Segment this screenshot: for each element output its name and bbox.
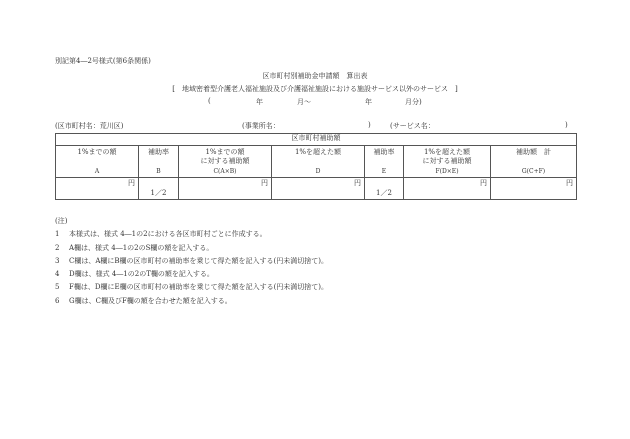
rate-value: 1／2 [150,189,167,197]
cell-f[interactable] [404,178,491,200]
note-item: 3 C欄は、A欄にB欄の区市町村の補助率を乗じて得た額を記入する(円未満切捨て)。 [55,256,329,265]
cell-c[interactable] [179,178,272,200]
period-year-end: 年 [365,98,372,106]
page-title: 区市町村別補助金申請額 算出表 [262,72,368,80]
yen-unit: 円 [480,179,487,187]
period-year-start: 年 [256,98,263,106]
form-code: 別記第4―2号様式(第6条関係) [55,57,151,65]
notes-section [55,215,328,308]
notes-heading: (注) [55,217,68,225]
table-group-header-row [56,134,577,146]
period-month-start: 月～ [297,98,311,106]
period-open-paren: ( [208,97,211,105]
rate-value: 1／2 [376,189,392,197]
yen-unit: 円 [354,179,361,187]
col-header-b: 補助率 B [139,146,179,178]
note-item: 2 A欄は、様式 4―1の2のS欄の額を記入する。 [55,243,214,252]
col-header-g: 補助額 計 G(C+F) [491,146,577,178]
service-name-label: (サービス名： [390,122,435,130]
note-item: 6 G欄は、C欄及びF欄の額を合わせた額を記入する。 [55,296,232,305]
office-name-close: ) [368,121,371,129]
table-column-header-row [56,146,577,178]
note-item: 4 D欄は、様式 4―1の2のT欄の額を記入する。 [55,270,214,279]
col-header-e: 補助率 E [365,146,404,178]
municipality-name: (区市町村名：荒川区) [55,122,124,130]
page-subtitle: [ 地域密着型介護老人福祉施設及び介護福祉施設における施設サービス以外のサービス ] [172,85,458,93]
cell-a[interactable] [56,178,139,200]
service-name-close: ) [565,121,568,129]
col-header-f: 1%を超えた額 に対する補助額 F(D×E) [404,146,491,178]
col-header-c: 1%までの額 に対する補助額 C(A×B) [179,146,272,178]
cell-d[interactable] [272,178,365,200]
cell-g[interactable] [491,178,577,200]
cell-e [365,178,404,200]
cell-b [139,178,179,200]
group-header: 区市町村補助額 [56,134,577,146]
col-header-d: 1%を超えた額 D [272,146,365,178]
table-row [56,178,577,200]
period-month-end: 月分) [405,98,422,106]
col-header-a: 1%までの額 A [56,146,139,178]
yen-unit: 円 [128,179,135,187]
yen-unit: 円 [261,179,268,187]
yen-unit: 円 [566,179,574,187]
note-item: 1 本様式は、様式 4―1の2における各区市町村ごとに作成する。 [55,230,267,239]
office-name-label: (事業所名： [242,122,280,130]
subsidy-calc-table [55,133,577,200]
note-item: 5 F欄は、D欄にE欄の区市町村の補助率を乗じて得た額を記入する(円未満切捨て)。 [55,283,329,292]
